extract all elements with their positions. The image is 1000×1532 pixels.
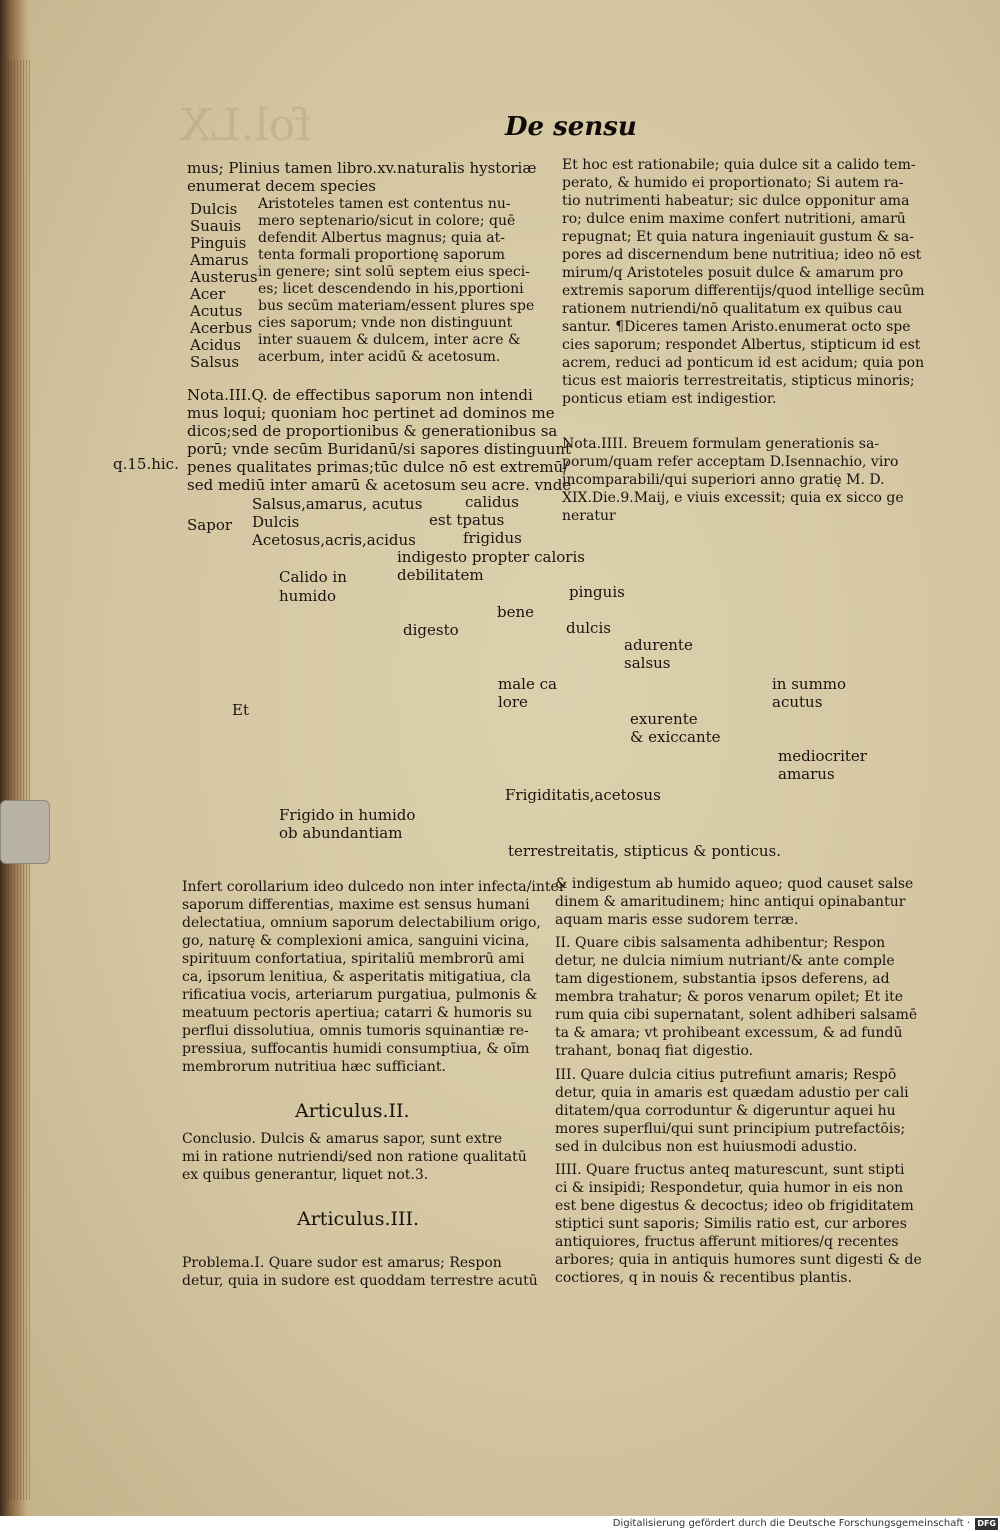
text-line: cies saporum; respondet Albertus, stipticum id est bbox=[562, 337, 921, 353]
diagram-text: Dulcis bbox=[252, 513, 300, 531]
species-item: Pinguis bbox=[190, 234, 247, 252]
text-line: est bene digestus & decoctus; ideo ob frigiditatem bbox=[555, 1198, 914, 1214]
dfg-logo: DFG bbox=[977, 1519, 996, 1528]
diagram-text: salsus bbox=[624, 654, 671, 672]
text-line: spirituum confortatiua, spiritaliū membrorū ami bbox=[182, 951, 525, 967]
text-line: ticus est maioris terrestreitatis, stipticus minoris; bbox=[562, 373, 915, 389]
diagram-text: exurente bbox=[630, 710, 698, 728]
text-line: sed mediū inter amarū & acetosum seu acre. vnde bbox=[187, 476, 572, 494]
species-item: Acutus bbox=[190, 302, 243, 320]
text-line: ponticus etiam est indigestior. bbox=[562, 391, 777, 407]
diagram-text: ob abundantiam bbox=[279, 824, 403, 842]
text-line: coctiores, q in nouis & recentibus plantis. bbox=[555, 1270, 852, 1286]
text-line: perato, & humido ei proportionato; Si autem ra- bbox=[562, 175, 904, 191]
text-line: rificatiua vocis, arteriarum purgatiua, pulmonis & bbox=[182, 987, 538, 1003]
text-line: neratur bbox=[562, 508, 616, 524]
text-line: XIX.Die.9.Maij, e viuis excessit; quia ex sicco ge bbox=[562, 490, 904, 506]
text-line: repugnat; Et quia natura ingeniauit gustum & sa- bbox=[562, 229, 914, 245]
text-line: Nota.III.Q. de effectibus saporum non intendi bbox=[187, 386, 533, 404]
margin-note: q.15.hic. bbox=[113, 455, 179, 473]
text-line: es; licet descendendo in his,pportioni bbox=[258, 281, 524, 297]
footer-bar bbox=[0, 1516, 1000, 1532]
species-item: Acerbus bbox=[190, 319, 253, 337]
text-line: acerbum, inter acidū & acetosum. bbox=[258, 349, 501, 365]
text-line: ci & insipidi; Respondetur, quia humor in eis non bbox=[555, 1180, 904, 1196]
text-line: mus; Plinius tamen libro.xv.naturalis hystoriæ bbox=[187, 159, 537, 177]
text-line: porum/quam refer acceptam D.Isennachio, viro bbox=[562, 454, 899, 470]
text-line: II. Quare cibis salsamenta adhibentur; Respon bbox=[555, 935, 886, 951]
page-header: De sensu bbox=[505, 112, 637, 142]
species-item: Austerus bbox=[190, 268, 258, 286]
species-item: Dulcis bbox=[190, 200, 238, 218]
text-line: pressiua, suffocantis humidi consumptiua, & oīm bbox=[182, 1041, 530, 1057]
species-item: Suauis bbox=[190, 217, 242, 235]
text-line: arbores; quia in antiquis humores sunt digesti & de bbox=[555, 1252, 922, 1268]
text-line: pores ad discernendum bene nutritiua; ideo nō est bbox=[562, 247, 922, 263]
text-line: sed in dulcibus non est huiusmodi adustio. bbox=[555, 1139, 858, 1155]
diagram-text: debilitatem bbox=[397, 566, 484, 584]
text-line: antiquiores, fructus afferunt mitiores/q recentes bbox=[555, 1234, 899, 1250]
text-line: ta & amara; vt prohibeant excessum, & ad fundū bbox=[555, 1025, 903, 1041]
text-line: detur, ne dulcia nimium nutriant/& ante comple bbox=[555, 953, 895, 969]
diagram-text: terrestreitatis, stipticus & ponticus. bbox=[508, 842, 781, 860]
text-line: dinem & amaritudinem; hinc antiqui opinabantur bbox=[555, 894, 906, 910]
diagram-text: Et bbox=[232, 701, 249, 719]
text-line: mores superflui/qui sunt principium putrefactōis; bbox=[555, 1121, 906, 1137]
text-line: perflui dissolutiua, omnis tumoris squinantiæ re- bbox=[182, 1023, 529, 1039]
diagram-text: lore bbox=[498, 693, 528, 711]
text-line: santur. ¶Diceres tamen Aristo.enumerat octo spe bbox=[562, 319, 911, 335]
text-line: delectatiua, omnium saporum delectabilium origo, bbox=[182, 915, 541, 931]
diagram-text: bene bbox=[497, 603, 535, 621]
text-line: ditatem/qua corroduntur & digeruntur aquei hu bbox=[555, 1103, 896, 1119]
text-line: rum quia cibi supernatant, solent adhiberi salsamē bbox=[555, 1007, 918, 1023]
text-line: trahant, bonaq fiat digestio. bbox=[555, 1043, 754, 1059]
diagram-text: dulcis bbox=[566, 619, 611, 637]
section-heading: Articulus.III. bbox=[297, 1208, 420, 1230]
diagram-text: male ca bbox=[498, 675, 557, 693]
text-line: extremis saporum differentijs/quod intellige secūm bbox=[562, 283, 925, 299]
text-line: porū; vnde secūm Buridanū/si sapores distinguunt bbox=[187, 440, 572, 458]
diagram-text: mediocriter bbox=[778, 747, 867, 765]
text-line: IIII. Quare fructus anteq maturescunt, sunt stipti bbox=[555, 1162, 905, 1178]
text-line: rationem nutriendi/nō qualitatum ex quibus cau bbox=[562, 301, 903, 317]
species-item: Acer bbox=[190, 285, 226, 303]
text-line: defendit Albertus magnus; quia at- bbox=[258, 230, 505, 246]
diagram-text: amarus bbox=[778, 765, 835, 783]
text-line: & indigestum ab humido aqueo; quod causet salse bbox=[555, 876, 914, 892]
text-line: mi in ratione nutriendi/sed non ratione qualitatū bbox=[182, 1149, 527, 1165]
text-line: aquam maris esse sudorem terræ. bbox=[555, 912, 799, 928]
diagram-text: est tpatus bbox=[429, 511, 505, 529]
diagram-text: & exiccante bbox=[630, 728, 721, 746]
text-line: ex quibus generantur, liquet not.3. bbox=[182, 1167, 429, 1183]
diagram-text: in summo bbox=[772, 675, 847, 693]
text-line: penes qualitates primas;tūc dulce nō est extremū/ bbox=[187, 458, 569, 476]
diagram-label-sapor: Sapor bbox=[187, 516, 233, 534]
text-line: bus secūm materiam/essent plures spe bbox=[258, 298, 535, 314]
text-line: Et hoc est rationabile; quia dulce sit a calido tem- bbox=[562, 157, 916, 173]
text-line: Conclusio. Dulcis & amarus sapor, sunt extre bbox=[182, 1131, 503, 1147]
diagram-text: humido bbox=[279, 587, 336, 605]
text-line: tenta formali proportionę saporum bbox=[258, 247, 506, 263]
text-line: mirum/q Aristoteles posuit dulce & amarum pro bbox=[562, 265, 904, 281]
text-line: mus loqui; quoniam hoc pertinet ad dominos me bbox=[187, 404, 555, 422]
diagram-text: acutus bbox=[772, 693, 823, 711]
text-line: saporum differentias, maxime est sensus humani bbox=[182, 897, 530, 913]
diagram-text: indigesto propter caloris bbox=[397, 548, 585, 566]
text-line: Nota.IIII. Breuem formulam generationis sa- bbox=[562, 436, 880, 452]
species-item: Salsus bbox=[190, 353, 240, 371]
diagram-text: Salsus,amarus, acutus bbox=[252, 495, 423, 513]
text-line: III. Quare dulcia citius putrefiunt amaris; Respō bbox=[555, 1067, 897, 1083]
text-line: go, naturę & complexioni amica, sanguini vicina, bbox=[182, 933, 530, 949]
text-line: membra trahatur; & poros venarum opilet; Et ite bbox=[555, 989, 903, 1005]
text-line: inter suauem & dulcem, inter acre & bbox=[258, 332, 521, 348]
text-line: ca, ipsorum lenitiua, & asperitatis mitigatiua, cla bbox=[182, 969, 531, 985]
diagram-text: Frigiditatis,acetosus bbox=[505, 786, 661, 804]
text-line: detur, quia in sudore est quoddam terrestre acutū bbox=[182, 1273, 538, 1289]
text-line: membrorum nutritiua hæc sufficiant. bbox=[182, 1059, 446, 1075]
text-line: Problema.I. Quare sudor est amarus; Respon bbox=[182, 1255, 502, 1271]
diagram-text: pinguis bbox=[569, 583, 625, 601]
text-line: mero septenario/sicut in colore; quē bbox=[258, 213, 516, 229]
text-line: detur, quia in amaris est quædam adustio per cali bbox=[555, 1085, 909, 1101]
diagram-text: digesto bbox=[403, 621, 459, 639]
diagram-text: Frigido in humido bbox=[279, 806, 416, 824]
diagram-text: calidus bbox=[465, 493, 519, 511]
text-line: dicos;sed de proportionibus & generationibus sa bbox=[187, 422, 558, 440]
page-clip bbox=[0, 800, 50, 864]
species-item: Acidus bbox=[190, 336, 241, 354]
page-edges bbox=[2, 60, 32, 1500]
text-line: enumerat decem species bbox=[187, 177, 376, 195]
text-line: Aristoteles tamen est contentus nu- bbox=[258, 196, 511, 212]
text-line: incomparabili/qui superiori anno gratię M. D. bbox=[562, 472, 885, 488]
text-line: in genere; sint solū septem eius speci- bbox=[258, 264, 530, 280]
text-line: tio nutrimenti habeatur; sic dulce opponitur ama bbox=[562, 193, 910, 209]
diagram-text: adurente bbox=[624, 636, 693, 654]
diagram-text: frigidus bbox=[463, 529, 522, 547]
footer-credit: Digitalisierung gefördert durch die Deutsche Forschungsgemeinschaft · bbox=[612, 1518, 970, 1529]
section-heading: Articulus.II. bbox=[295, 1100, 410, 1122]
text-line: acrem, reduci ad ponticum id est acidum; quia pon bbox=[562, 355, 925, 371]
text-line: ro; dulce enim maxime confert nutritioni, amarū bbox=[562, 211, 906, 227]
text-line: meatuum pectoris apertiua; catarri & humoris su bbox=[182, 1005, 533, 1021]
text-line: Infert corollarium ideo dulcedo non inter infecta/inter bbox=[182, 879, 566, 895]
text-line: stiptici sunt saporis; Similis ratio est, cur arbores bbox=[555, 1216, 907, 1232]
species-item: Amarus bbox=[190, 251, 249, 269]
diagram-text: Acetosus,acris,acidus bbox=[252, 531, 416, 549]
bleed-through-text: fol.LX bbox=[180, 100, 312, 151]
text-line: tam digestionem, substantia ipsos deferens, ad bbox=[555, 971, 890, 987]
text-line: cies saporum; vnde non distinguunt bbox=[258, 315, 513, 331]
diagram-text: Calido in bbox=[279, 568, 347, 586]
